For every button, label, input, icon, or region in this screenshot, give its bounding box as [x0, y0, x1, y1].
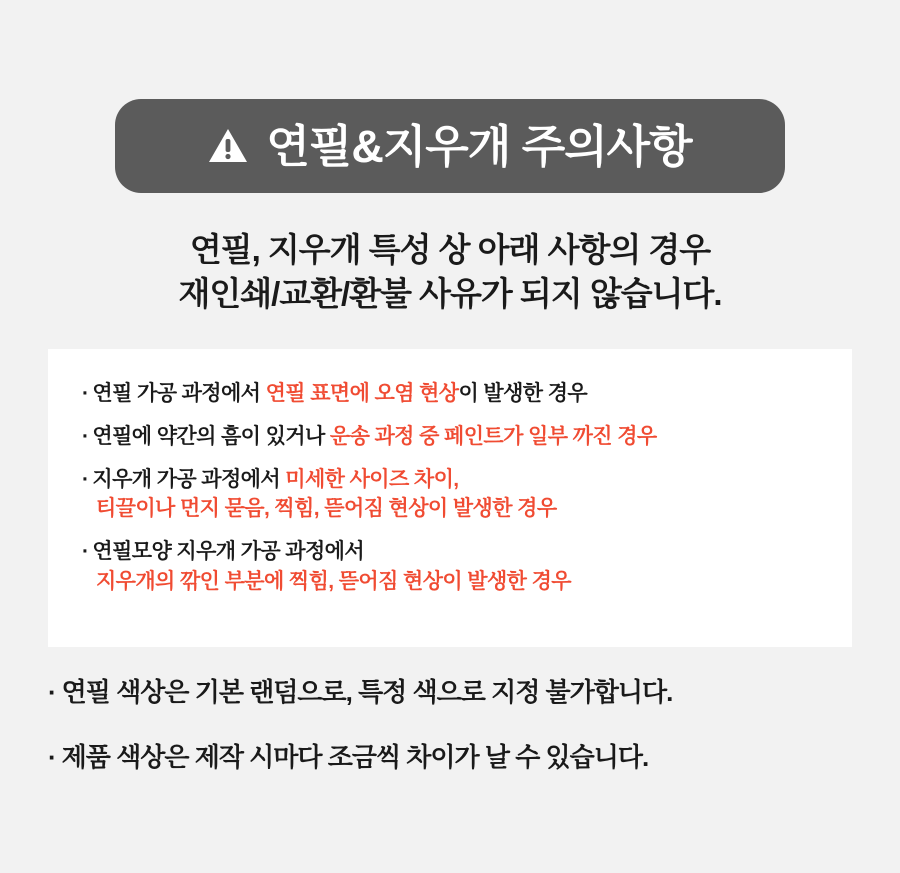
- footer-note-list: [48, 672, 868, 774]
- bullet-dot: ·: [82, 424, 89, 448]
- list-item-second-line: [82, 494, 818, 524]
- body-text: 연필 가공 과정에서: [92, 382, 266, 405]
- body-text: 지우개 가공 과정에서: [92, 467, 286, 491]
- footer-note: [48, 737, 868, 774]
- body-text: 연필모양 지우개 가공 과정에서: [92, 540, 365, 564]
- highlighted-text: 미세한 사이즈 차이,: [285, 467, 459, 491]
- subheadline-line-2: 재인쇄/교환/환불 사유가 되지 않습니다.: [178, 274, 722, 312]
- list-item: [82, 465, 818, 525]
- footer-note: [48, 672, 868, 709]
- bullet-dot: ·: [82, 540, 89, 564]
- footer-note-text: 제품 색상은 제작 시마다 조금씩 차이가 날 수 있습니다.: [61, 742, 649, 772]
- footer-notes: [48, 672, 868, 802]
- bullet-dot: ·: [48, 742, 56, 772]
- footer-note-text: 연필 색상은 기본 랜덤으로, 특정 색으로 지정 불가합니다.: [61, 677, 673, 707]
- highlighted-text: 연필 표면에 오염 현상: [265, 382, 459, 405]
- list-item: [82, 537, 818, 597]
- list-item: [82, 422, 818, 452]
- bullet-dot: ·: [48, 677, 56, 707]
- bullet-dot: ·: [82, 467, 89, 491]
- exclusions-list: [82, 379, 818, 597]
- exclusions-panel: [48, 349, 852, 647]
- list-item-second-line: [82, 567, 818, 597]
- body-text: 연필에 약간의 흠이 있거나: [92, 424, 330, 448]
- warning-triangle-icon: [208, 128, 248, 164]
- subheadline-line-1: 연필, 지우개 특성 상 아래 사항의 경우: [189, 231, 711, 268]
- list-item: [82, 379, 818, 409]
- bullet-dot: ·: [82, 382, 89, 405]
- subheadline: [0, 228, 900, 316]
- highlighted-text: 지우개의 깎인 부분에 찍힘, 뜯어짐 현상이 발생한 경우: [96, 570, 571, 594]
- header-banner: [115, 99, 785, 193]
- highlighted-text: 운송 과정 중 페인트가 일부 까진 경우: [329, 424, 657, 448]
- body-text: 이 발생한 경우: [458, 382, 588, 405]
- page-title: 연필&지우개 주의사항: [266, 120, 692, 172]
- highlighted-text: 티끌이나 먼지 묻음, 찍힘, 뜯어짐 현상이 발생한 경우: [96, 497, 557, 521]
